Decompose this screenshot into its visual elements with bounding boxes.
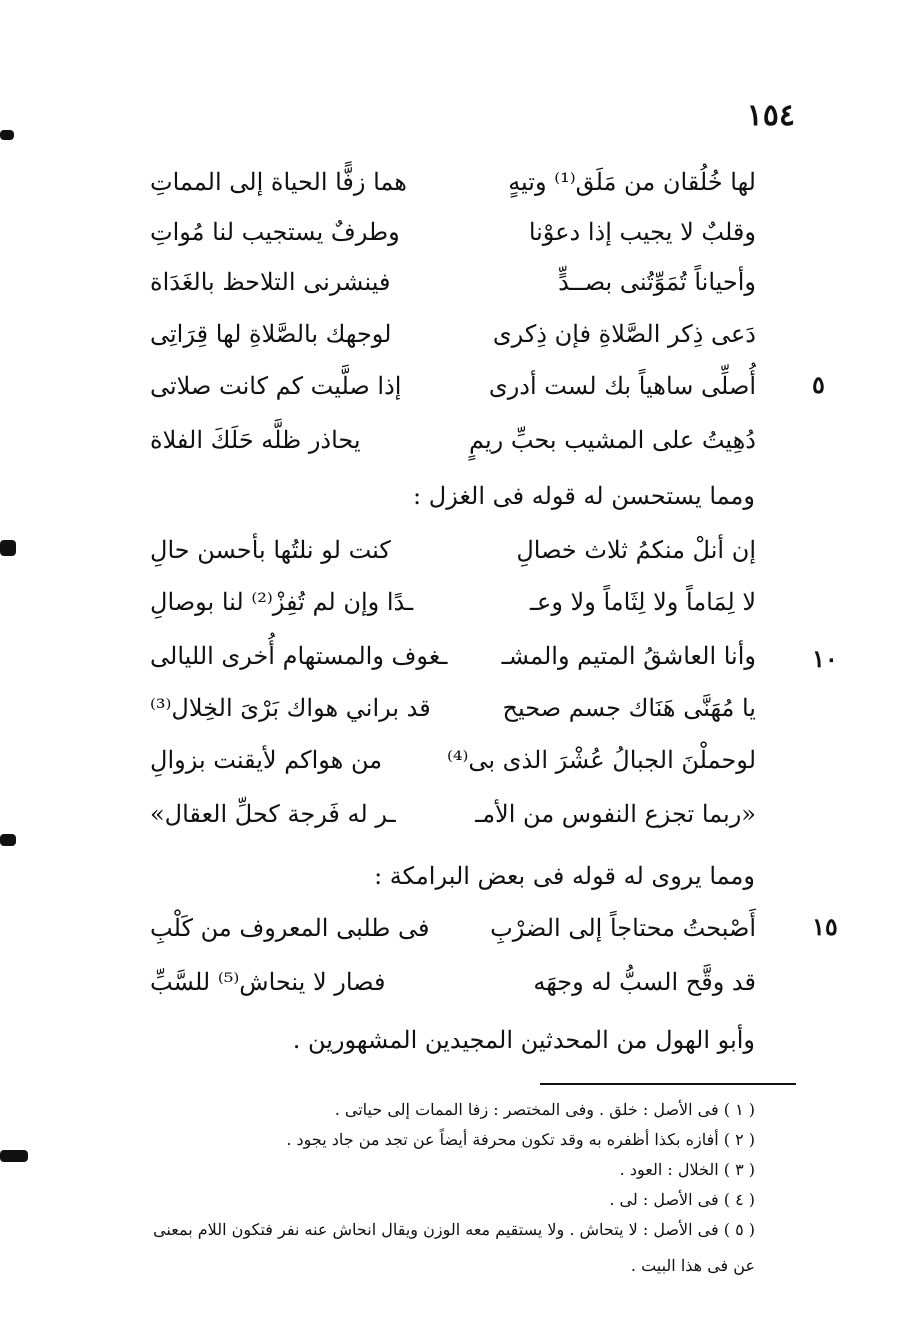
verse-second-hemistich: هما زفًّا الحياة إلى المماتِ (150, 168, 407, 196)
verse-first-hemistich: لا لِمَاماً ولا لِثَاماً ولا وعـ (529, 588, 756, 616)
scan-blot (0, 130, 14, 140)
closing-line: وأبو الهول من المحدثين المجيدين المشهورين . (292, 1026, 755, 1054)
line-number-5: ٥ (812, 370, 825, 399)
page-number: ١٥٤ (746, 98, 795, 133)
footnote: ( ٤ ) فى الأصل : لى . (609, 1190, 755, 1209)
verse-first-hemistich: وقلبٌ لا يجيب إذا دعوْنا (528, 218, 756, 246)
scan-blot (0, 1150, 28, 1162)
verse-row (150, 962, 756, 1002)
verse-first-hemistich: وأحياناً تُمَوِّتُنى بصــدٍّ (558, 268, 756, 296)
footnote-divider (540, 1083, 796, 1085)
verse-second-hemistich: ـغوف والمستهام أُخرى الليالى (150, 642, 448, 670)
verse-first-hemistich: أَصْبحتُ محتاجاً إلى الضرْبِ (490, 914, 756, 942)
verse-second-hemistich: فى طلبى المعروف من كَلْبِ (150, 914, 430, 942)
verse-first-hemistich: وأنا العاشقُ المتيم والمشـ (501, 642, 756, 670)
intro-baramika: ومما يروى له قوله فى بعض البرامكة : (374, 862, 755, 890)
verse-row (150, 212, 756, 252)
verse-row (150, 530, 756, 570)
verse-row (150, 582, 756, 622)
verse-first-hemistich: يا مُهَنَّى هَنَاك جسم صحيح (502, 694, 756, 722)
verse-second-hemistich: وطرفٌ يستجيب لنا مُواتِ (150, 218, 400, 246)
scan-blot (0, 540, 16, 556)
footnote: ( ٣ ) الخلال : العود . (619, 1160, 755, 1179)
footnote: ( ٥ ) فى الأصل : لا يتحاش . ولا يستقيم معه الوزن ويقال انحاش عنه نفر فتكون اللام بمعنى (153, 1220, 755, 1239)
verse-first-hemistich: دَعى ذِكر الصَّلاةِ فإن ذِكرى (492, 320, 756, 348)
footnote: عن فى هذا البيت . (630, 1256, 755, 1275)
verse-first-hemistich: لوحملْنَ الجبالُ عُشْرَ الذى بى⁽⁴⁾ (446, 746, 756, 774)
verse-second-hemistich: يحاذر ظلَّه حَلَكَ الفلاة (150, 426, 361, 454)
verse-second-hemistich: لوجهك بالصَّلاةِ لها قِرَاتِى (150, 320, 392, 348)
verse-first-hemistich: أُصلِّى ساهياً بك لست أدرى (488, 372, 756, 400)
verse-row (150, 262, 756, 302)
scan-blot (0, 834, 16, 846)
verse-row (150, 688, 756, 728)
verse-row (150, 794, 756, 834)
verse-first-hemistich: إن أنلْ منكمُ ثلاث خصالِ (516, 536, 756, 564)
verse-row (150, 162, 756, 202)
verse-second-hemistich: كنت لو نلتُها بأحسن حالِ (150, 536, 391, 564)
verse-row (150, 314, 756, 354)
footnote: ( ١ ) فى الأصل : خلق . وفى المختصر : زفا الممات إلى حياتى . (334, 1100, 755, 1119)
line-number-15: ١٥ (812, 912, 838, 941)
verse-row (150, 740, 756, 780)
verse-row (150, 636, 756, 676)
footnote: ( ٢ ) أفازه بكذا أظفره به وقد تكون محرفة أيضاً عن تجد من جاد يجود . (286, 1130, 755, 1149)
verse-row (150, 366, 756, 406)
verse-first-hemistich: دُهِيتُ على المشيب بحبِّ ريمٍ (469, 426, 756, 454)
verse-second-hemistich: قد براني هواك بَرْىَ الخِلال⁽³⁾ (150, 694, 431, 722)
verse-first-hemistich: لها خُلُقان من مَلَق⁽¹⁾ وتيهٍ (508, 168, 756, 196)
verse-second-hemistich: فينشرنى التلاحظ بالغَدَاة (150, 268, 391, 296)
verse-first-hemistich: «ربما تجزع النفوس من الأمـ (475, 800, 756, 828)
verse-second-hemistich: إذا صلَّيت كم كانت صلاتى (150, 372, 402, 400)
verse-first-hemistich: قد وقَّح السبُّ له وجهَه (533, 968, 756, 996)
verse-second-hemistich: فصار لا ينحاش⁽⁵⁾ للسَّبِّ (150, 968, 386, 996)
verse-row (150, 420, 756, 460)
intro-ghazal: ومما يستحسن له قوله فى الغزل : (413, 482, 755, 510)
verse-row (150, 908, 756, 948)
verse-second-hemistich: من هواكم لأيقنت بزوالِ (150, 746, 383, 774)
verse-second-hemistich: ـر له فَرجة كحلِّ العقال» (150, 800, 396, 828)
verse-second-hemistich: ـدًا وإن لم تُفِزْ⁽²⁾ لنا بوصالِ (150, 588, 414, 616)
line-number-10: ١٠ (812, 644, 838, 673)
